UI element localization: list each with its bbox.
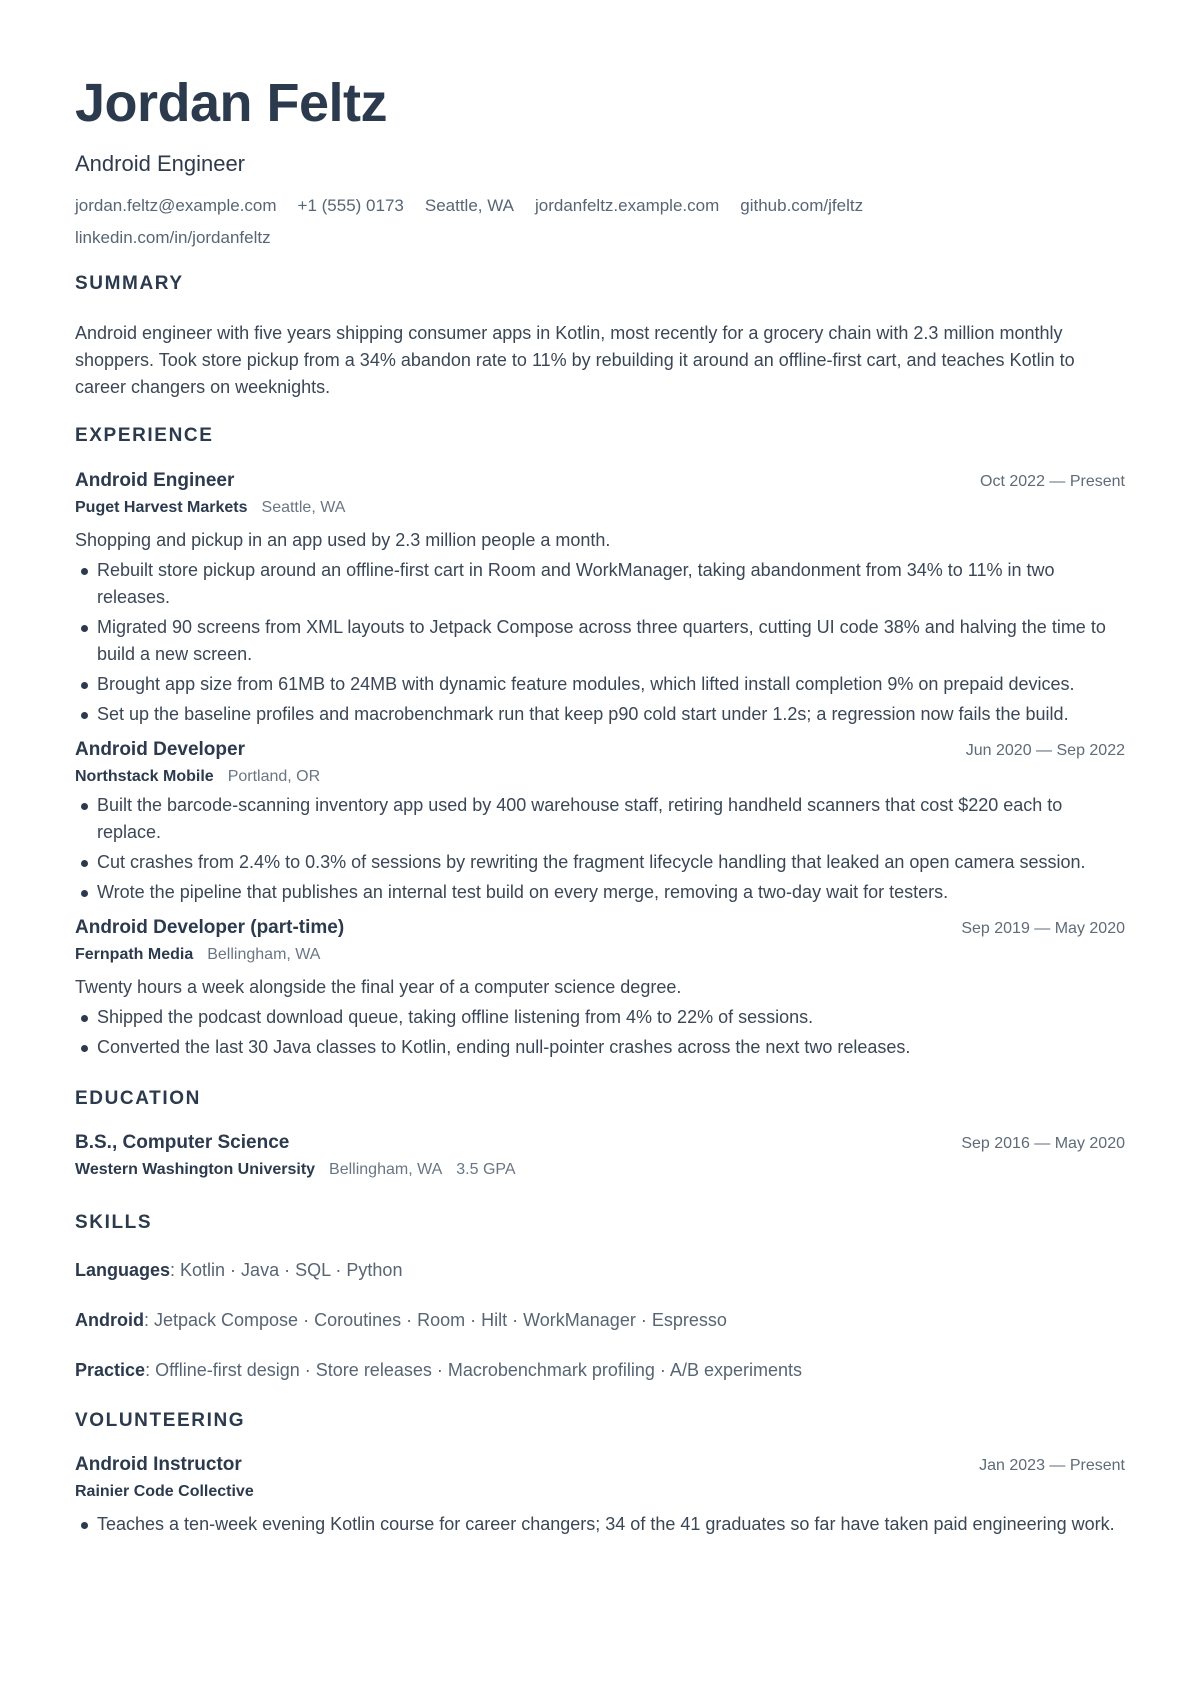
job-location: Seattle, WA (261, 499, 346, 516)
section-title-volunteering: VOLUNTEERING (75, 1410, 246, 1431)
job-company: Fernpath Media (75, 946, 194, 963)
education-entry (75, 1131, 1125, 1181)
job-title: Android Developer (part-time) (75, 917, 345, 938)
job-entry (75, 916, 1125, 1061)
summary-section (75, 272, 1125, 401)
summary-text: Android engineer with five years shipping consumer apps in Kotlin, most recently for a grocery chain with 2.3 million monthly shoppers. Took store pickup from a 34% abandon rate to 11% by rebuilding it around an offline-first cart, and teaches Kotlin to career changers on weeknights. (75, 323, 1075, 397)
bullet-dot (81, 1015, 88, 1022)
volunteer-bullets (75, 1511, 1125, 1538)
bullet-dot (81, 1045, 88, 1052)
skill-items: : Offline-first design · Store releases · Macrobenchmark profiling · A/B experiments (145, 1360, 802, 1380)
bullet-text: Migrated 90 screens from XML layouts to Jetpack Compose across three quarters, cutting UI code 38% and halving the time to build a new screen. (97, 617, 1106, 664)
volunteer-organization: Rainier Code Collective (75, 1483, 254, 1500)
skill-group (75, 1257, 1125, 1283)
bullet-dot (81, 568, 88, 575)
job-bullets (75, 792, 1125, 906)
skill-group (75, 1357, 1125, 1383)
skills-section (75, 1211, 1125, 1383)
bullet-item (75, 1004, 1125, 1031)
bullet-item (75, 701, 1125, 728)
bullet-text: Set up the baseline profiles and macrobenchmark run that keep p90 cold start under 1.2s; a regression now fails the build. (97, 704, 1069, 724)
bullet-dot (81, 890, 88, 897)
school-name: Western Washington University (75, 1161, 316, 1178)
bullet-text: Rebuilt store pickup around an offline-first cart in Room and WorkManager, taking abandonment from 34% to 11% in two releases. (97, 560, 1055, 607)
job-date: Jun 2020 — Sep 2022 (965, 742, 1125, 759)
bullet-item (75, 849, 1125, 876)
bullet-dot (81, 1522, 88, 1529)
contact-location: Seattle, WA (424, 196, 514, 215)
job-title: Android Engineer (75, 470, 235, 491)
education-date: Sep 2016 — May 2020 (961, 1135, 1125, 1152)
bullet-item (75, 879, 1125, 906)
gpa: 3.5 GPA (456, 1161, 516, 1178)
skill-category: Android (75, 1310, 144, 1330)
bullet-dot (81, 803, 88, 810)
contact-website: jordanfeltz.example.com (535, 196, 720, 215)
job-date: Oct 2022 — Present (980, 473, 1125, 490)
bullet-text: Converted the last 30 Java classes to Kotlin, ending null-pointer crashes across the next two releases. (97, 1037, 911, 1057)
job-bullets (75, 1004, 1125, 1061)
job-bullets (75, 557, 1125, 728)
job-location: Portland, OR (227, 768, 321, 785)
job-location: Bellingham, WA (207, 946, 321, 963)
bullet-item (75, 557, 1125, 611)
contact-linkedin: linkedin.com/in/jordanfeltz (75, 228, 271, 247)
bullet-item (75, 671, 1125, 698)
section-title-summary: SUMMARY (75, 273, 184, 294)
volunteering-section (75, 1409, 1125, 1538)
bullet-text: Teaches a ten-week evening Kotlin course for career changers; 34 of the 41 graduates so far have taken paid engineering work. (97, 1514, 1115, 1534)
bullet-text: Wrote the pipeline that publishes an internal test build on every merge, removing a two-day wait for testers. (97, 882, 949, 902)
skill-items: : Jetpack Compose · Coroutines · Room · Hilt · WorkManager · Espresso (144, 1310, 727, 1330)
job-company: Northstack Mobile (75, 768, 214, 785)
volunteer-entry (75, 1453, 1125, 1538)
skill-group (75, 1307, 1125, 1333)
job-description: Twenty hours a week alongside the final year of a computer science degree. (75, 977, 682, 997)
section-title-experience: EXPERIENCE (75, 425, 214, 446)
bullet-text: Built the barcode-scanning inventory app used by 400 warehouse staff, retiring handheld scanners that cost $220 each to replace. (97, 795, 1063, 842)
skill-category: Practice (75, 1360, 146, 1380)
volunteer-role: Android Instructor (75, 1454, 242, 1475)
bullet-text: Shipped the podcast download queue, taking offline listening from 4% to 22% of sessions. (97, 1007, 814, 1027)
contact-email: jordan.feltz@example.com (75, 196, 277, 215)
degree-title: B.S., Computer Science (75, 1132, 290, 1153)
education-section (75, 1087, 1125, 1181)
bullet-text: Cut crashes from 2.4% to 0.3% of sessions by rewriting the fragment lifecycle handling that leaked an open camera session. (97, 852, 1086, 872)
bullet-dot (81, 625, 88, 632)
job-date: Sep 2019 — May 2020 (961, 920, 1125, 937)
bullet-item (75, 1511, 1125, 1538)
candidate-name: Jordan Feltz (75, 73, 388, 133)
school-location: Bellingham, WA (329, 1161, 443, 1178)
bullet-item (75, 1034, 1125, 1061)
bullet-dot (81, 860, 88, 867)
job-title: Android Developer (75, 739, 245, 760)
contact-list (75, 194, 975, 250)
job-description: Shopping and pickup in an app used by 2.3 million people a month. (75, 530, 611, 550)
volunteer-date: Jan 2023 — Present (979, 1457, 1125, 1474)
job-entry (75, 469, 1125, 728)
section-title-skills: SKILLS (75, 1212, 153, 1233)
contact-phone: +1 (555) 0173 (297, 196, 404, 215)
section-title-education: EDUCATION (75, 1088, 201, 1109)
bullet-item (75, 792, 1125, 846)
bullet-dot (81, 712, 88, 719)
contact-github: github.com/jfeltz (740, 196, 864, 215)
bullet-item (75, 614, 1125, 668)
experience-section (75, 424, 1125, 1061)
bullet-dot (81, 682, 88, 689)
candidate-role: Android Engineer (75, 151, 246, 176)
skill-items: : Kotlin · Java · SQL · Python (170, 1260, 403, 1280)
job-entry (75, 738, 1125, 906)
bullet-text: Brought app size from 61MB to 24MB with dynamic feature modules, which lifted install completion 9% on prepaid devices. (97, 674, 1075, 694)
skill-category: Languages (75, 1260, 171, 1280)
job-company: Puget Harvest Markets (75, 499, 248, 516)
